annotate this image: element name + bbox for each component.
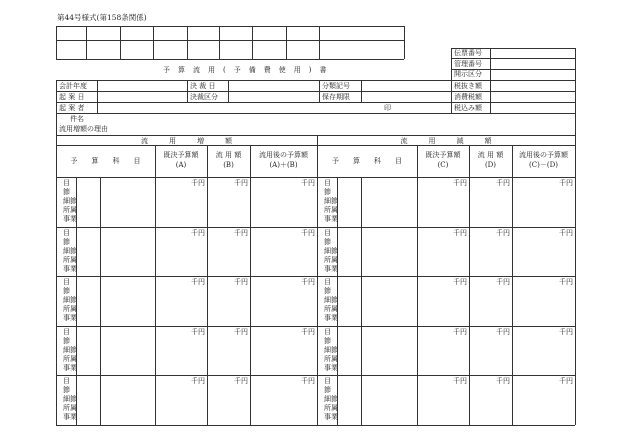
label-kian-bi: 起 案 日 bbox=[59, 93, 85, 101]
budget-item-subdivider bbox=[361, 177, 362, 227]
unit-label: 千円 bbox=[496, 278, 510, 287]
budget-item-subdivider bbox=[100, 375, 101, 425]
unit-label: 千円 bbox=[234, 228, 248, 237]
label-bunrui-kigo: 分類記号 bbox=[322, 82, 350, 90]
label-riyu: 流用増額の理由 bbox=[59, 125, 108, 133]
budget-item-subdivider bbox=[100, 276, 101, 326]
unit-label: 千円 bbox=[301, 327, 315, 336]
budget-item-subdivider bbox=[100, 326, 101, 376]
label-hozon-kigen: 保存期限 bbox=[322, 93, 350, 101]
decrease-category-labels: 目 節 細節 所属 事業 bbox=[324, 327, 338, 372]
row-divider bbox=[56, 326, 575, 327]
header-after-decrease: 流用後の予算額 bbox=[519, 151, 568, 159]
header-existing-c: 既決予算額 bbox=[425, 151, 461, 159]
decrease-category-labels: 目 節 細節 所属 事業 bbox=[324, 179, 338, 223]
unit-label: 千円 bbox=[496, 327, 510, 336]
unit-label: 千円 bbox=[301, 179, 315, 187]
unit-label: 千円 bbox=[301, 278, 315, 287]
unit-label: 千円 bbox=[559, 228, 573, 237]
unit-label: 千円 bbox=[496, 179, 510, 187]
unit-label: 千円 bbox=[453, 327, 467, 336]
label-denpyo-bango: 伝票番号 bbox=[454, 49, 482, 57]
unit-label: 千円 bbox=[234, 179, 248, 187]
label-kaikei-nendo: 会計年度 bbox=[59, 82, 87, 90]
unit-label: 千円 bbox=[453, 179, 467, 187]
budget-item-subdivider bbox=[100, 227, 101, 277]
unit-label: 千円 bbox=[496, 377, 510, 386]
increase-category-labels: 目 節 細節 所属 事業 bbox=[63, 278, 77, 323]
unit-label: 千円 bbox=[559, 327, 573, 336]
budget-item-subdivider bbox=[361, 375, 362, 425]
unit-label: 千円 bbox=[559, 278, 573, 287]
unit-label: 千円 bbox=[301, 228, 315, 237]
decrease-category-labels: 目 節 細節 所属 事業 bbox=[324, 278, 338, 323]
unit-label: 千円 bbox=[496, 228, 510, 237]
unit-label: 千円 bbox=[191, 377, 205, 386]
unit-label: 千円 bbox=[234, 327, 248, 336]
header-existing-c-sub: (C) bbox=[437, 161, 449, 169]
budget-item-subdivider bbox=[361, 227, 362, 277]
form-number: 第44号様式(第158条関係) bbox=[57, 13, 147, 22]
label-zeinuki-gaku: 税抜き額 bbox=[454, 82, 482, 90]
label-kessai-bi: 決 裁 日 bbox=[190, 82, 216, 90]
label-zeikomi-gaku: 税込み額 bbox=[454, 104, 482, 112]
budget-item-subdivider bbox=[361, 326, 362, 376]
label-kessai-kubun: 決裁区分 bbox=[190, 93, 218, 101]
unit-label: 千円 bbox=[453, 377, 467, 386]
unit-label: 千円 bbox=[453, 278, 467, 287]
header-existing-a: 既決予算額 bbox=[163, 151, 199, 159]
label-kiansha: 起 案 者 bbox=[59, 104, 85, 112]
header-budget-item-increase: 予 算 科 目 bbox=[70, 157, 141, 165]
budget-item-subdivider bbox=[361, 276, 362, 326]
header-transfer-b-sub: (B) bbox=[223, 161, 234, 169]
increase-category-labels: 目 節 細節 所属 事業 bbox=[63, 228, 77, 273]
decrease-section-title: 流 用 減 額 bbox=[400, 136, 492, 145]
decrease-category-labels: 目 節 細節 所属 事業 bbox=[324, 377, 338, 422]
increase-category-labels: 目 節 細節 所属 事業 bbox=[63, 377, 77, 422]
header-transfer-d-sub: (D) bbox=[484, 161, 497, 169]
unit-label: 千円 bbox=[191, 228, 205, 237]
unit-label: 千円 bbox=[559, 179, 573, 187]
unit-label: 千円 bbox=[234, 377, 248, 386]
header-transfer-b: 流 用 額 bbox=[215, 151, 242, 159]
label-kaiji-kubun: 開示区分 bbox=[454, 70, 482, 78]
unit-label: 千円 bbox=[559, 377, 573, 386]
header-after-increase-sub: (A)＋(B) bbox=[269, 161, 298, 169]
unit-label: 千円 bbox=[234, 278, 248, 287]
unit-label: 千円 bbox=[301, 377, 315, 386]
decrease-category-labels: 目 節 細節 所属 事業 bbox=[324, 228, 338, 273]
header-budget-item-decrease: 予 算 科 目 bbox=[332, 157, 402, 165]
unit-label: 千円 bbox=[191, 179, 205, 187]
seal-mark: 印 bbox=[384, 104, 391, 112]
header-after-increase: 流用後の予算額 bbox=[259, 151, 308, 159]
unit-label: 千円 bbox=[191, 278, 205, 287]
budget-item-subdivider bbox=[100, 177, 101, 227]
increase-category-labels: 目 節 細節 所属 事業 bbox=[63, 327, 77, 372]
header-after-decrease-sub: (C)－(D) bbox=[529, 161, 558, 169]
label-kenmei: 件名 bbox=[70, 115, 84, 123]
unit-label: 千円 bbox=[191, 327, 205, 336]
label-kanri-bango: 管理番号 bbox=[454, 59, 482, 68]
increase-section-title: 流 用 増 額 bbox=[141, 136, 232, 145]
row-divider bbox=[56, 227, 575, 228]
label-shohizei-gaku: 消費税額 bbox=[454, 93, 482, 101]
unit-label: 千円 bbox=[453, 228, 467, 237]
increase-category-labels: 目 節 細節 所属 事業 bbox=[63, 179, 77, 223]
header-transfer-d: 流 用 額 bbox=[477, 151, 504, 159]
header-existing-a-sub: (A) bbox=[175, 161, 187, 169]
document-title: 予 算 流 用 ( 予 備 費 使 用 ) 書 bbox=[163, 66, 327, 74]
